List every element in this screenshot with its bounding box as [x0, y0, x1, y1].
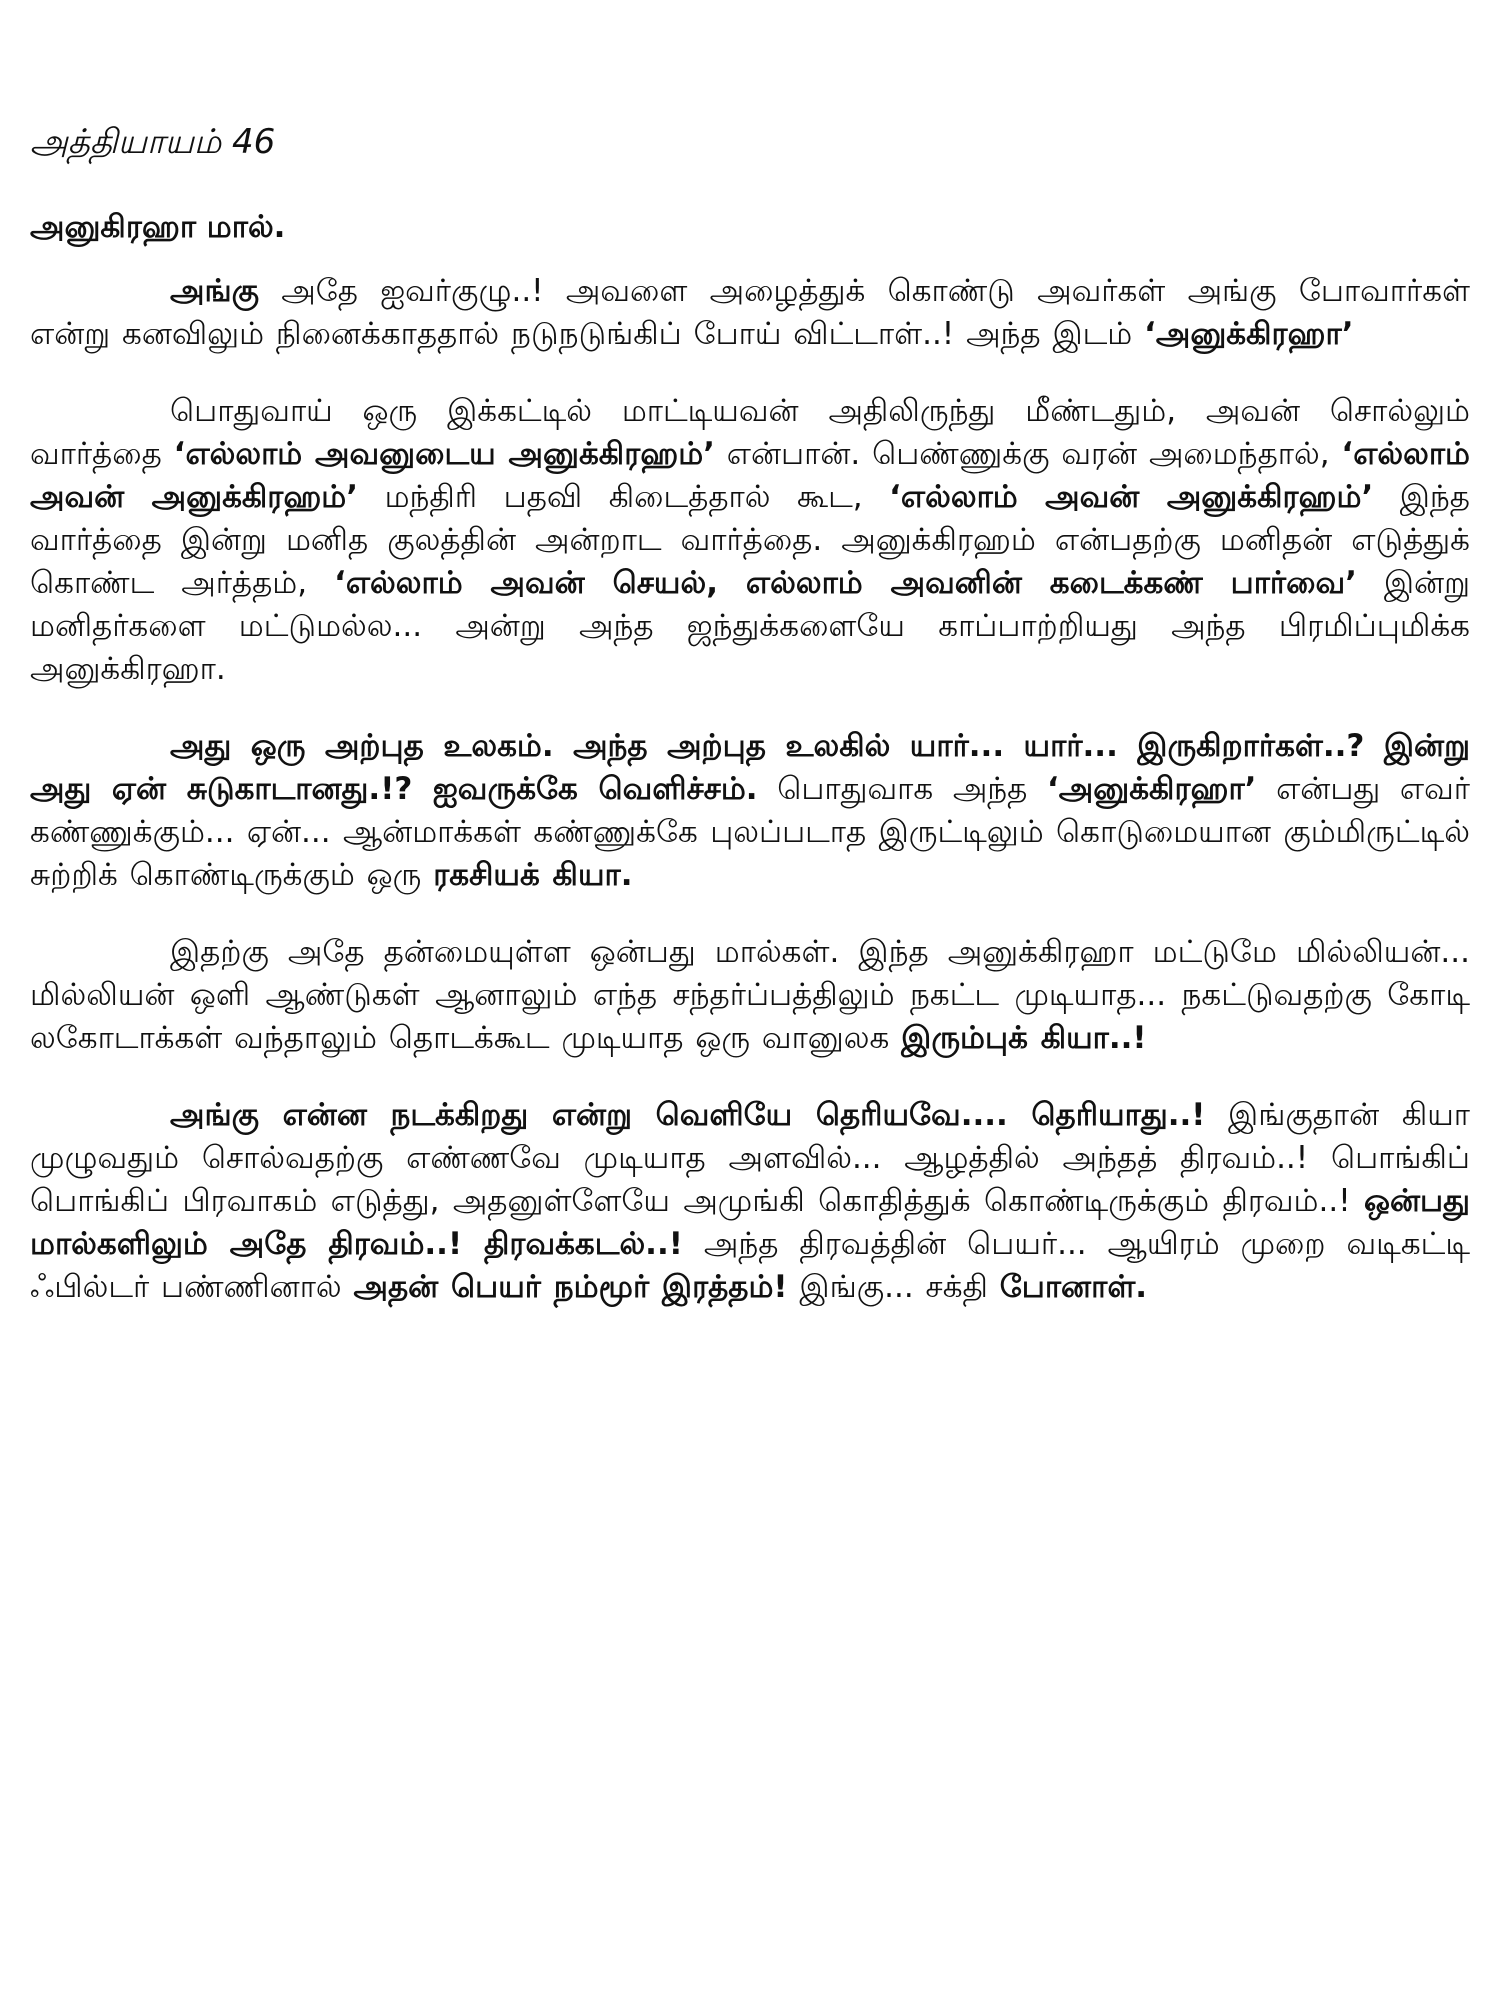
text-run: அங்கு என்ன நடக்கிறது என்று வெளியே தெரியவே.... தெரியாது..!	[170, 1097, 1206, 1133]
text-run: ரகசியக் கியா.	[433, 857, 633, 893]
text-run: ஒன்பது மால்களிலும் அதே திரவம்..! திரவக்கடல்..!	[30, 1183, 1470, 1262]
text-run: என்பான். பெண்ணுக்கு வரன் அமைந்தால்,	[714, 436, 1342, 472]
text-run: ‘எல்லாம் அவன் அனுக்கிரஹம்’	[889, 479, 1374, 515]
text-run: இன்று மனிதர்களை மட்டுமல்ல... அன்று அந்த ஜந்துக்களையே காப்பாற்றியது அந்த பிரமிப்புமிக்க அனுக்கிரஹா.	[30, 565, 1470, 687]
text-run: இந்த வார்த்தை இன்று மனித குலத்தின் அன்றாட வார்த்தை. அனுக்கிரஹம் என்பதற்கு மனிதன் எடுத்துக் கொண்ட அர்த்தம்,	[30, 479, 1470, 601]
paragraph-gap	[30, 897, 1470, 931]
text-run: ‘எல்லாம் அவனுடைய அனுக்கிரஹம்’	[173, 436, 715, 472]
text-run: அது ஒரு அற்புத உலகம். அந்த அற்புத உலகில் யார்... யார்... இருகிறார்கள்..? இன்று அது ஏன் சுடுகாடானது.!? ஐவருக்கே வெளிச்சம்.	[30, 728, 1470, 807]
text-run: மந்திரி பதவி கிடைத்தால் கூட,	[358, 479, 890, 515]
text-run: அந்த திரவத்தின் பெயர்... ஆயிரம் முறை வடிகட்டி ஃபில்டர் பண்ணினால்	[30, 1226, 1470, 1305]
text-run: இங்குதான் கியா முழுவதும் சொல்வதற்கு எண்ணவே முடியாத அளவில்... ஆழத்தில் அந்தத் திரவம்..! பொங்கிப் பொங்கிப் பிரவாகம் எடுத்து, அதனுள்ளேயே அமுங்கி கொதித்துக் கொண்டிருக்கும் திரவம்..!	[30, 1097, 1470, 1219]
text-run: இரும்புக் கியா..!	[901, 1020, 1147, 1056]
text-run: போனாள்.	[999, 1269, 1148, 1305]
text-run: இங்கு... சக்தி	[787, 1269, 1000, 1305]
text-run: பொதுவாக அந்த	[757, 771, 1048, 807]
paragraph	[30, 725, 1470, 897]
paragraph	[30, 1094, 1470, 1309]
chapter-heading: அத்தியாயம் 46	[30, 122, 276, 162]
paragraph	[30, 270, 1470, 356]
text-run: ‘அனுக்கிரஹா’	[1144, 316, 1354, 352]
paragraph	[30, 390, 1470, 691]
section-title: அனுகிரஹா மால்.	[30, 209, 286, 245]
text-run: ‘எல்லாம் அவன் செயல், எல்லாம் அவனின் கடைக்கண் பார்வை’	[334, 565, 1357, 601]
text-run: என்பது எவர் கண்ணுக்கும்... ஏன்... ஆன்மாக்கள் கண்ணுக்கே புலப்படாத இருட்டிலும் கொடுமையான கும்மிருட்டில் சுற்றிக் கொண்டிருக்கும் ஒரு	[30, 771, 1470, 893]
text-run: ‘அனுக்கிரஹா’	[1047, 771, 1257, 807]
text-run: பொதுவாய் ஒரு இக்கட்டில் மாட்டியவன் அதிலிருந்து மீண்டதும், அவன் சொல்லும் வார்த்தை	[30, 393, 1470, 472]
text-run: இதற்கு அதே தன்மையுள்ள ஒன்பது மால்கள். இந்த அனுக்கிரஹா மட்டுமே மில்லியன்... மில்லியன் ஒளி ஆண்டுகள் ஆனாலும் எந்த சந்தர்ப்பத்திலும் நகட்ட முடியாத... நகட்டுவதற்கு கோடி லகோடாக்கள் வந்தாலும் தொடக்கூட முடியாத ஒரு வானுலக	[30, 934, 1470, 1056]
text-run: அதே ஐவர்குழு..! அவளை அழைத்துக் கொண்டு அவர்கள் அங்கு போவார்கள் என்று கனவிலும் நினைக்காததால் நடுநடுங்கிப் போய் விட்டாள்..! அந்த இடம்	[30, 273, 1470, 352]
text-run: அங்கு	[170, 273, 259, 309]
paragraph-gap	[30, 356, 1470, 390]
paragraph-gap	[30, 1060, 1470, 1094]
body-text	[30, 270, 1470, 1970]
paragraph	[30, 931, 1470, 1060]
text-run: அதன் பெயர் நம்மூர் இரத்தம்!	[353, 1269, 788, 1305]
paragraph-gap	[30, 691, 1470, 725]
text-run: ‘எல்லாம் அவன் அனுக்கிரஹம்’	[30, 436, 1470, 515]
